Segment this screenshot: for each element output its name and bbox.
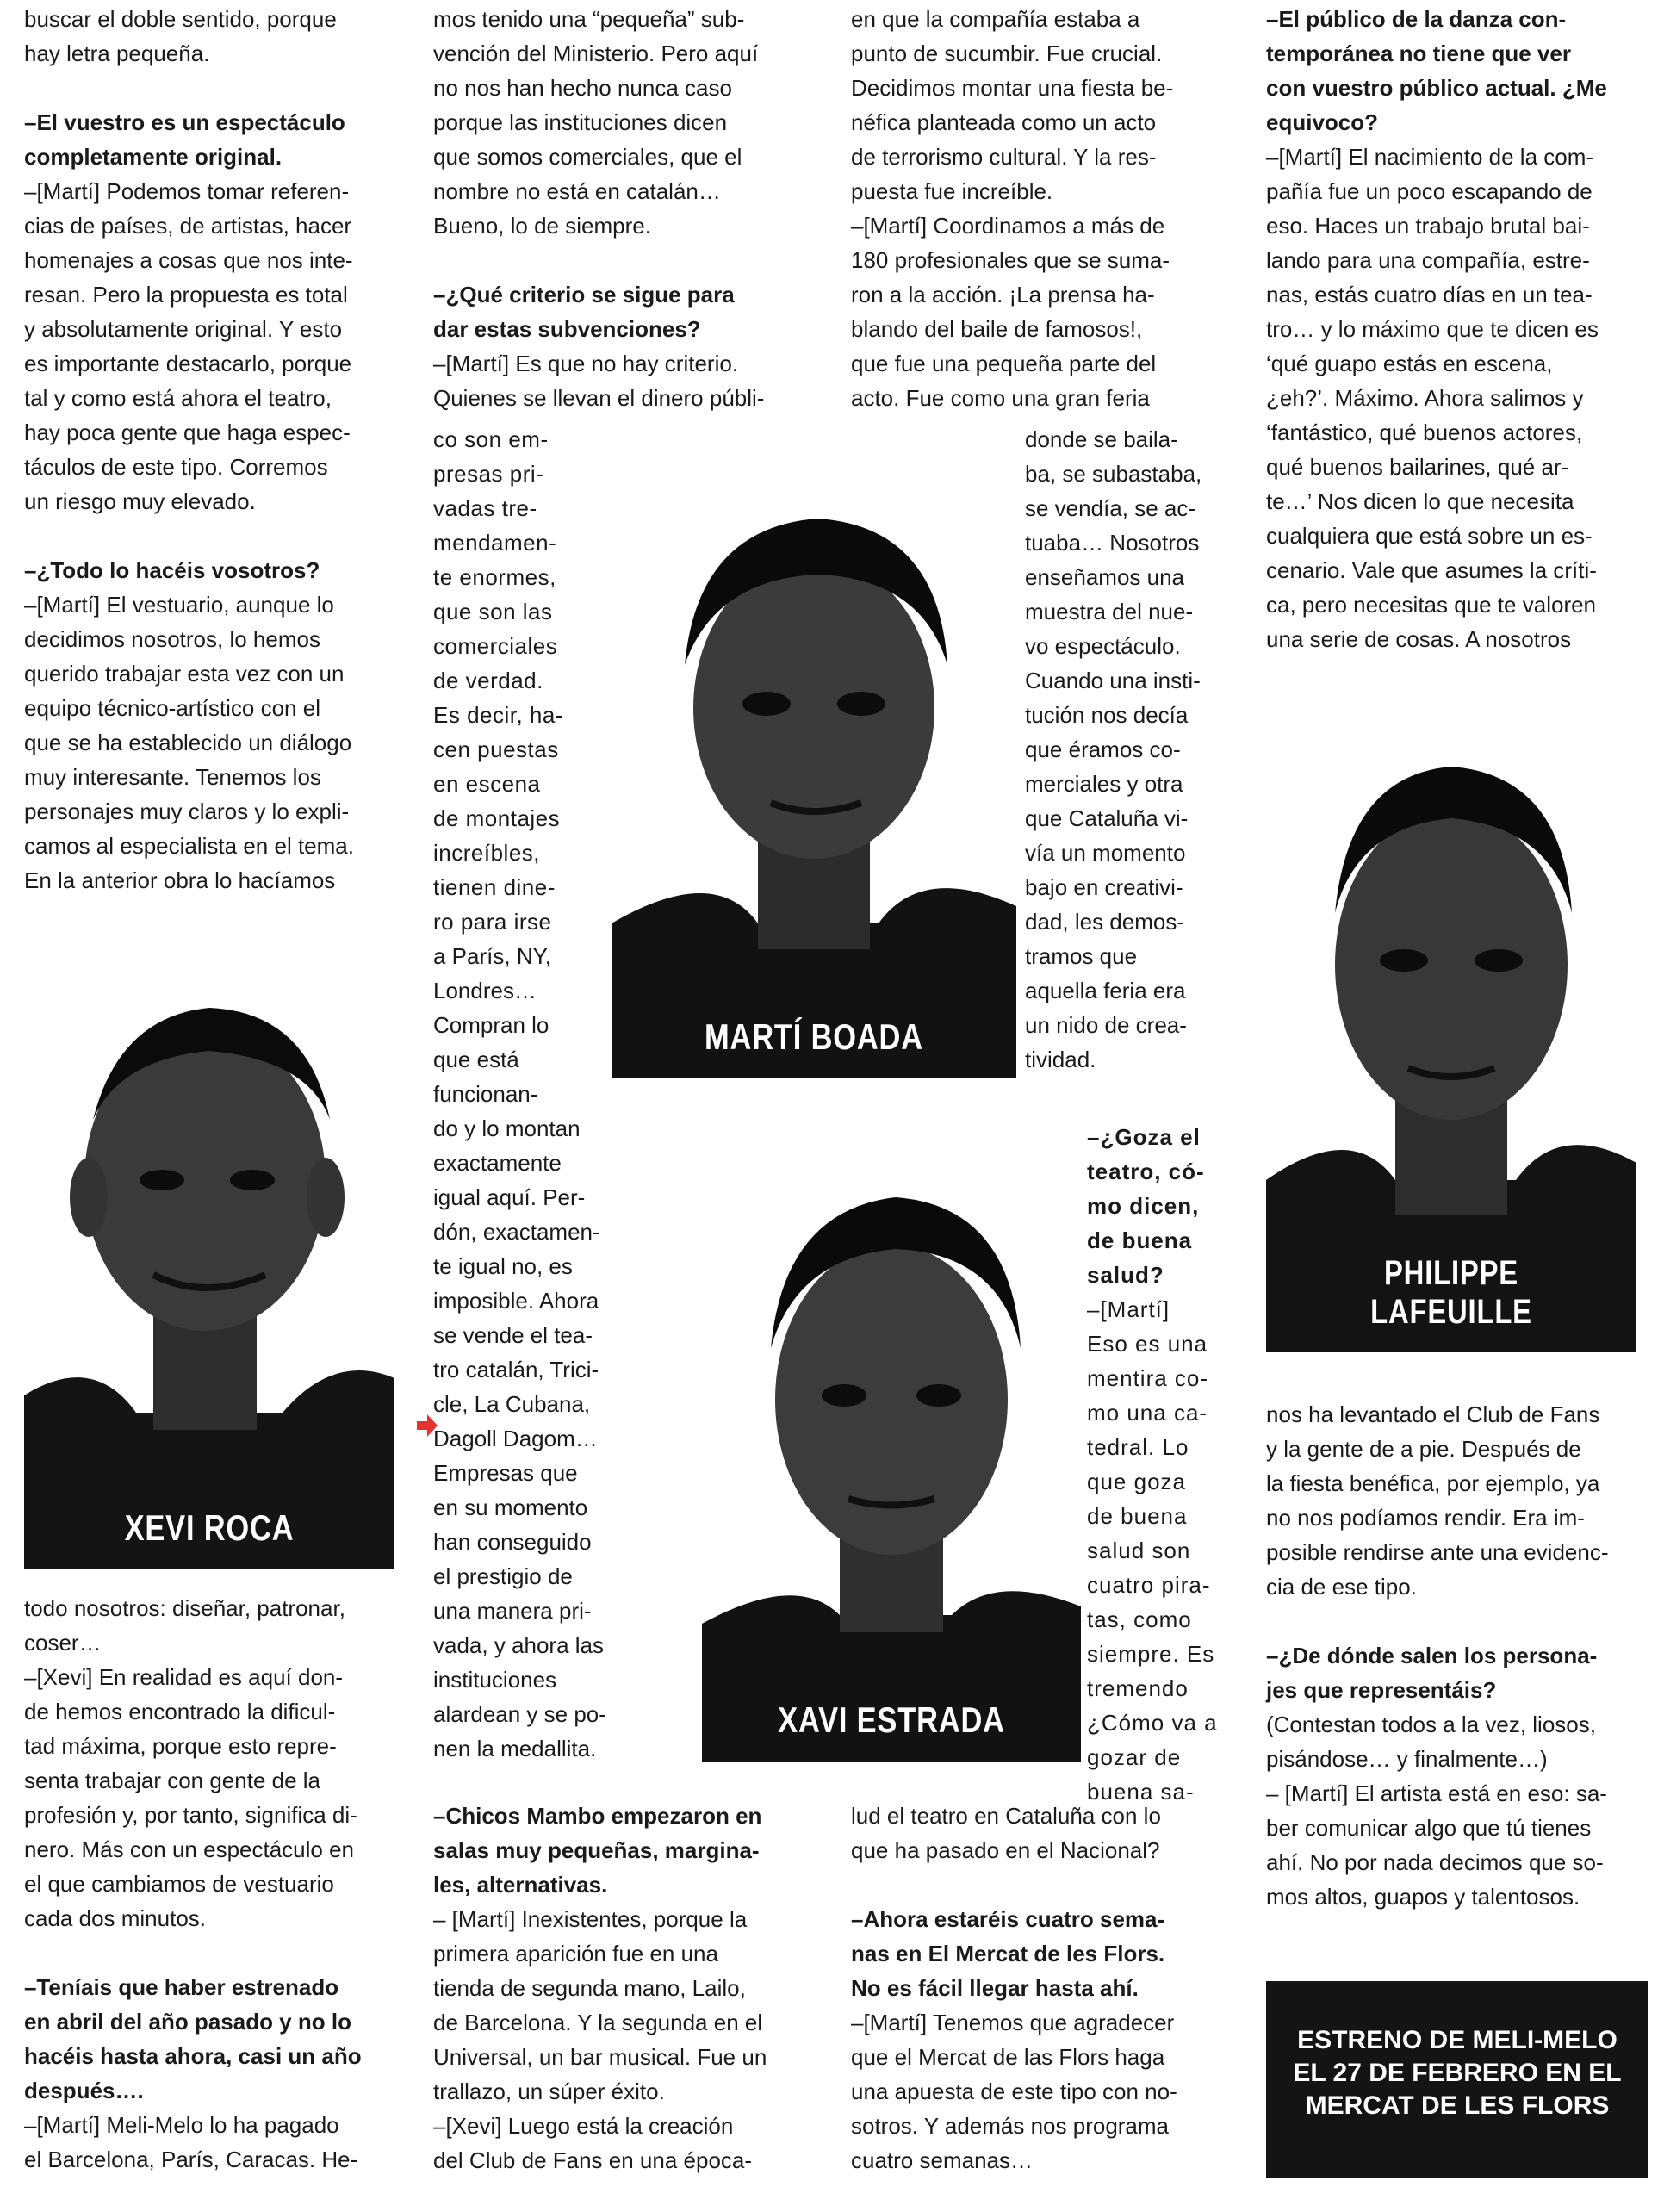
text-line: un nido de crea- (1025, 1012, 1187, 1038)
promo-line-3: MERCAT DE LES FLORS (1305, 2091, 1610, 2120)
text-line: de buena (1087, 1503, 1188, 1529)
paragraph-gap (1266, 1604, 1645, 1638)
caption-marti-boada: MARTÍ BOADA (705, 1016, 923, 1057)
photo-xevi-roca (24, 948, 394, 1569)
column-4-bottom (1266, 1397, 1645, 1914)
text-line: Dagoll Dagom… (433, 1426, 598, 1451)
text-line: dón, exactamen- (433, 1219, 600, 1245)
question-line: después…. (24, 2078, 144, 2103)
paragraph-gap (24, 71, 403, 105)
text-line: 180 profesionales que se suma- (851, 247, 1170, 273)
text-line: vadas tre- (433, 495, 537, 521)
text-line: que goza (1087, 1469, 1186, 1494)
text-line: –[Xevi] Luego está la creación (433, 2113, 734, 2139)
text-line: co son em- (433, 426, 549, 452)
column-2-bottom (433, 1799, 812, 2178)
text-line: – [Martí] Inexistentes, porque la (433, 1906, 748, 1932)
text-line: ba, se subastaba, (1025, 461, 1202, 487)
text-line: y la gente de a pie. Después de (1266, 1436, 1581, 1462)
question-line: mo dicen, (1087, 1193, 1200, 1219)
column-2-top (433, 2, 812, 415)
question-line: –Teníais que haber estrenado (24, 1974, 339, 2000)
text-line: camos al especialista en el tema. (24, 833, 354, 859)
text-line: nas, estás cuatro días en un tea- (1266, 282, 1593, 308)
text-line: cenario. Vale que asumes la críti- (1266, 557, 1597, 583)
text-line: Bueno, lo de siempre. (433, 213, 651, 239)
text-line: tedral. Lo (1087, 1434, 1189, 1460)
text-line: En la anterior obra lo hacíamos (24, 867, 336, 893)
text-line: –[Martí] Tenemos que agradecer (851, 2010, 1175, 2035)
text-line: néfica planteada como un acto (851, 109, 1157, 135)
text-line: homenajes a cosas que nos inte- (24, 247, 353, 273)
text-line: que fue una pequeña parte del (851, 351, 1157, 376)
text-line: han conseguido (433, 1529, 592, 1555)
question-line: con vuestro público actual. ¿Me (1266, 75, 1607, 101)
text-line: nos ha levantado el Club de Fans (1266, 1401, 1600, 1427)
text-line: salud son (1087, 1538, 1191, 1563)
text-line: y absolutamente original. Y esto (24, 316, 343, 342)
promo-box (1266, 1981, 1648, 2178)
text-line: eso. Haces un trabajo brutal bai- (1266, 213, 1590, 239)
text-line: de montajes (433, 805, 561, 831)
question-line: completamente original. (24, 144, 283, 170)
text-line: puesta fue increíble. (851, 178, 1053, 204)
text-line: vención del Ministerio. Pero aquí (433, 40, 759, 66)
text-line: tienda de segunda mano, Lailo, (433, 1975, 746, 2001)
text-line: que éramos co- (1025, 736, 1181, 762)
text-line: –[Martí] El nacimiento de la com- (1266, 144, 1594, 170)
column-3-top (851, 2, 1230, 415)
text-line: Eso es una (1087, 1331, 1208, 1357)
text-line: –[Martí] (1087, 1296, 1170, 1322)
text-line: –[Martí] Coordinamos a más de (851, 213, 1165, 239)
text-line: Decidimos montar una fiesta be- (851, 75, 1174, 101)
paragraph-gap (851, 1867, 1230, 1902)
text-line: siempre. Es (1087, 1641, 1215, 1667)
paragraph-gap (24, 1936, 403, 1970)
text-line: – [Martí] El artista está en eso: sa- (1266, 1780, 1607, 1806)
question-line: equivoco? (1266, 109, 1379, 135)
caption-philippe-lafeuille: PHILIPPE LAFEUILLE (1370, 1254, 1532, 1331)
text-line: ahí. No por nada decimos que so- (1266, 1849, 1604, 1875)
question-line: –¿De dónde salen los persona- (1266, 1643, 1598, 1668)
question-line: No es fácil llegar hasta ahí. (851, 1975, 1139, 2001)
text-line: muestra del nue- (1025, 599, 1194, 624)
photo-xavi-estrada (702, 1159, 1081, 1762)
red-arrow-icon (417, 1414, 438, 1437)
text-line: en escena (433, 771, 541, 797)
text-line: resan. Pero la propuesta es total (24, 282, 348, 308)
text-line: cias de países, de artistas, hacer (24, 213, 352, 239)
text-line: mentira co- (1087, 1365, 1209, 1391)
text-line: qué buenos bailarines, qué ar- (1266, 454, 1569, 480)
text-line: ¿Cómo va a (1087, 1710, 1218, 1736)
photo-marti-boada (612, 475, 1016, 1078)
text-line: tienen dine- (433, 874, 556, 900)
text-line: cle, La Cubana, (433, 1391, 591, 1417)
text-line: que el Mercat de las Flors haga (851, 2044, 1165, 2070)
text-line: un riesgo muy elevado. (24, 488, 256, 514)
question-line: dar estas subvenciones? (433, 316, 701, 342)
text-line: cuatro semanas… (851, 2147, 1033, 2173)
text-line: funcionan- (433, 1081, 538, 1107)
text-line: primera aparición fue en una (433, 1941, 718, 1967)
text-line: (Contestan todos a la vez, liosos, (1266, 1712, 1596, 1737)
text-line: nero. Más con un espectáculo en (24, 1836, 355, 1862)
text-line: del Club de Fans en una época- (433, 2147, 753, 2173)
question-line: –El vuestro es un espectáculo (24, 109, 345, 135)
caption-xavi-estrada: XAVI ESTRADA (778, 1699, 1005, 1740)
text-line: que Cataluña vi- (1025, 805, 1189, 831)
column-2-narrow-2 (433, 939, 640, 1766)
text-line: –[Xevi] En realidad es aquí don- (24, 1664, 344, 1690)
text-line: exactamente (433, 1150, 562, 1176)
text-line: do y lo montan (433, 1115, 581, 1141)
text-line: mos altos, guapos y talentosos. (1266, 1884, 1580, 1910)
text-line: hay letra pequeña. (24, 40, 210, 66)
text-line: ‘qué guapo estás en escena, (1266, 351, 1553, 376)
promo-line-2: EL 27 DE FEBRERO EN EL (1293, 2059, 1622, 2087)
text-line: personajes muy claros y lo expli- (24, 798, 350, 824)
text-line: ro para irse (433, 909, 552, 935)
text-line: dad, les demos- (1025, 909, 1184, 935)
text-line: querido trabajar esta vez con un (24, 661, 345, 687)
text-line: Empresas que (433, 1460, 578, 1486)
question-line: –¿Goza el (1087, 1124, 1201, 1150)
text-line: acto. Fue como una gran feria (851, 385, 1150, 411)
text-line: equipo técnico-artístico con el (24, 695, 320, 721)
text-line: el Barcelona, París, Caracas. He- (24, 2147, 358, 2172)
text-line: tremendo (1087, 1675, 1189, 1701)
paragraph-gap (433, 243, 812, 277)
text-line: Londres… (433, 978, 537, 1003)
text-line: Quienes se llevan el dinero públi- (433, 385, 765, 411)
text-line: pisándose… y finalmente…) (1266, 1746, 1548, 1772)
caption-xevi-roca: XEVI ROCA (124, 1507, 295, 1548)
text-line: cia de ese tipo. (1266, 1574, 1417, 1600)
text-line: ber comunicar algo que tú tienes (1266, 1815, 1592, 1841)
portrait-image (24, 948, 394, 1569)
column-3-bottom (851, 1799, 1230, 2178)
question-line: –El público de la danza con- (1266, 6, 1567, 32)
text-line: una apuesta de este tipo con no- (851, 2078, 1177, 2104)
question-line: nas en El Mercat de les Flors. (851, 1941, 1165, 1967)
column-3-mid (1087, 1120, 1230, 1809)
text-line: pañía fue un poco escapando de (1266, 178, 1593, 204)
text-line: en su momento (433, 1494, 588, 1520)
text-line: tro catalán, Trici- (433, 1357, 599, 1382)
question-line: de buena (1087, 1227, 1193, 1253)
text-line: –[Martí] Podemos tomar referen- (24, 178, 350, 204)
promo-line-1: ESTRENO DE MELI-MELO (1297, 2026, 1617, 2054)
text-line: –[Martí] Es que no hay criterio. (433, 351, 739, 376)
question-line: hacéis hasta ahora, casi un año (24, 2043, 362, 2069)
question-line: –¿Todo lo hacéis vosotros? (24, 557, 320, 583)
column-3-narrow (1025, 422, 1230, 1077)
text-line: tución nos decía (1025, 702, 1189, 728)
text-line: ‘fantástico, qué buenos actores, (1266, 419, 1583, 445)
text-line: vada, y ahora las (433, 1632, 605, 1658)
text-line: hay poca gente que haga espec- (24, 419, 351, 445)
text-line: que ha pasado en el Nacional? (851, 1837, 1160, 1863)
text-line: mo una ca- (1087, 1400, 1208, 1426)
text-line: Compran lo (433, 1012, 549, 1038)
text-line: no nos han hecho nunca caso (433, 75, 732, 101)
text-line: el que cambiamos de vestuario (24, 1871, 334, 1897)
text-line: a París, NY, (433, 943, 551, 969)
text-line: táculos de este tipo. Corremos (24, 454, 328, 480)
text-line: –[Martí] El vestuario, aunque lo (24, 592, 334, 618)
text-line: Cuando una insti- (1025, 668, 1201, 693)
text-line: cuatro pira- (1087, 1572, 1211, 1598)
text-line: ron a la acción. ¡La prensa ha- (851, 282, 1155, 308)
portrait-image (612, 475, 1016, 1078)
text-line: coser… (24, 1630, 102, 1656)
text-line: ¿eh?’. Máximo. Ahora salimos y (1266, 385, 1584, 411)
text-line: tuaba… Nosotros (1025, 530, 1200, 556)
text-line: bajo en creativi- (1025, 874, 1183, 900)
text-line: lando para una compañía, estre- (1266, 247, 1590, 273)
text-line: cada dos minutos. (24, 1905, 207, 1931)
column-1-top (24, 2, 403, 898)
text-line: cen puestas (433, 736, 559, 762)
text-line: nen la medallita. (433, 1736, 597, 1762)
text-line: que se ha establecido un diálogo (24, 730, 352, 755)
text-line: mos tenido una “pequeña” sub- (433, 6, 745, 32)
text-line: cualquiera que está sobre un es- (1266, 523, 1593, 549)
text-line: una serie de cosas. A nosotros (1266, 626, 1572, 652)
question-line: –Ahora estaréis cuatro sema- (851, 1906, 1165, 1932)
text-line: tas, como (1087, 1606, 1192, 1632)
text-line: tad máxima, porque esto repre- (24, 1733, 337, 1759)
text-line: en que la compañía estaba a (851, 6, 1140, 32)
text-line: vía un momento (1025, 840, 1186, 866)
text-line: profesión y, por tanto, significa di- (24, 1802, 357, 1828)
text-line: que está (433, 1047, 519, 1072)
text-line: igual aquí. Per- (433, 1184, 586, 1210)
question-line: jes que representáis? (1266, 1677, 1497, 1703)
text-line: se vendía, se ac- (1025, 495, 1195, 521)
text-line: posible rendirse ante una evidenc- (1266, 1539, 1609, 1565)
text-line: la fiesta benéfica, por ejemplo, ya (1266, 1470, 1600, 1496)
text-line: imposible. Ahora (433, 1288, 599, 1314)
text-line: comerciales (433, 633, 558, 659)
question-line: salas muy pequeñas, margina- (433, 1837, 760, 1863)
text-line: es importante destacarlo, porque (24, 351, 352, 376)
text-line: se vende el tea- (433, 1322, 593, 1348)
text-line: buscar el doble sentido, porque (24, 6, 337, 32)
text-line: te igual no, es (433, 1253, 573, 1279)
portrait-image (702, 1159, 1081, 1762)
text-line: sotros. Y además nos programa (851, 2113, 1170, 2139)
text-line: porque las instituciones dicen (433, 109, 728, 135)
text-line: presas pri- (433, 461, 544, 487)
text-line: aquella feria era (1025, 978, 1186, 1003)
text-line: de hemos encontrado la dificul- (24, 1699, 336, 1724)
text-line: una manera pri- (433, 1598, 592, 1624)
column-4-top (1266, 2, 1645, 656)
text-line: decidimos nosotros, lo hemos (24, 626, 320, 652)
text-line: enseñamos una (1025, 564, 1185, 590)
text-line: donde se baila- (1025, 426, 1178, 452)
question-line: temporánea no tiene que ver (1266, 40, 1571, 66)
text-line: trallazo, un súper éxito. (433, 2078, 665, 2104)
text-line: buena sa- (1087, 1779, 1195, 1805)
text-line: vo espectáculo. (1025, 633, 1181, 659)
text-line: punto de sucumbir. Fue crucial. (851, 40, 1163, 66)
text-line: de verdad. (433, 668, 543, 693)
text-line: lud el teatro en Cataluña con lo (851, 1803, 1161, 1829)
question-line: les, alternativas. (433, 1872, 608, 1898)
text-line: alardean y se po- (433, 1701, 606, 1727)
text-line: instituciones (433, 1667, 557, 1693)
text-line: de Barcelona. Y la segunda en el (433, 2010, 763, 2035)
text-line: Es decir, ha- (433, 702, 564, 728)
text-line: de terrorismo cultural. Y la res- (851, 144, 1157, 170)
column-2-narrow (433, 422, 605, 939)
text-line: todo nosotros: diseñar, patronar, (24, 1595, 345, 1621)
question-line: en abril del año pasado y no lo (24, 2009, 351, 2035)
text-line: increíbles, (433, 840, 540, 866)
text-line: mendamen- (433, 530, 557, 556)
text-line: que somos comerciales, que el (433, 144, 742, 170)
text-line: te enormes, (433, 564, 556, 590)
text-line: merciales y otra (1025, 771, 1183, 797)
text-line: muy interesante. Tenemos los (24, 764, 321, 790)
question-line: –Chicos Mambo empezaron en (433, 1803, 762, 1829)
text-line: Universal, un bar musical. Fue un (433, 2044, 767, 2070)
text-line: que son las (433, 599, 553, 624)
column-1-bottom (24, 1591, 403, 2177)
text-line: tal y como está ahora el teatro, (24, 385, 332, 411)
text-line: –[Martí] Meli-Melo lo ha pagado (24, 2112, 339, 2138)
text-line: tividad. (1025, 1047, 1096, 1072)
text-line: el prestigio de (433, 1563, 573, 1589)
question-line: –¿Qué criterio se sigue para (433, 282, 735, 308)
text-line: tramos que (1025, 943, 1138, 969)
text-line: blando del baile de famosos!, (851, 316, 1143, 342)
question-line: salud? (1087, 1262, 1164, 1288)
text-line: gozar de (1087, 1744, 1182, 1770)
paragraph-gap (24, 519, 403, 553)
text-line: te…’ Nos dicen lo que necesita (1266, 488, 1574, 514)
text-line: nombre no está en catalán… (433, 178, 721, 204)
text-line: tro… y lo máximo que te dicen es (1266, 316, 1599, 342)
photo-philippe-lafeuille (1266, 732, 1636, 1352)
question-line: teatro, có- (1087, 1159, 1205, 1184)
text-line: no nos podíamos rendir. Era im- (1266, 1505, 1585, 1531)
text-line: senta trabajar con gente de la (24, 1768, 321, 1793)
text-line: ca, pero necesitas que te valoren (1266, 592, 1597, 618)
